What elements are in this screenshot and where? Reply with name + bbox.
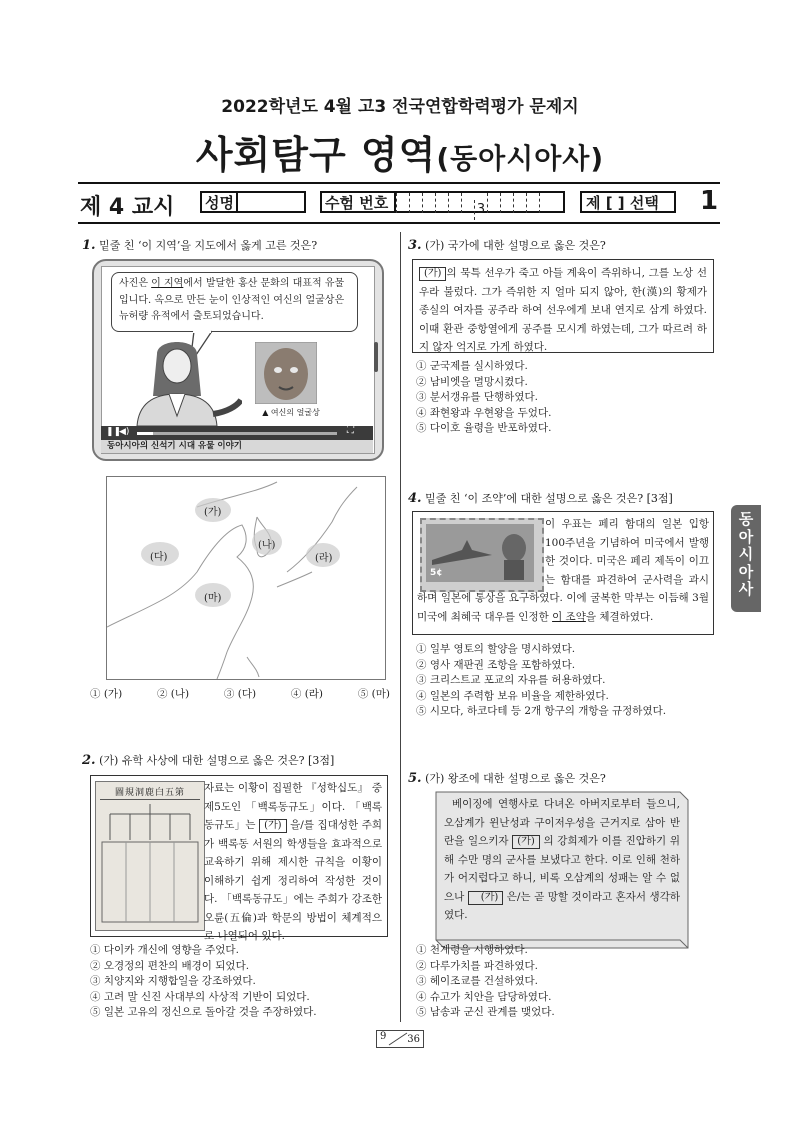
baekrokdonggyudo-image <box>95 781 205 931</box>
q2-passage-1: 자료는 이황이 집필한 『성학십도』 중 제5도인 「백록동규도」이다. 「백록동규도」는 <box>204 782 382 831</box>
name-field[interactable] <box>200 191 306 213</box>
digit-cell <box>448 193 461 213</box>
presenter-illustration <box>117 336 242 426</box>
q2-option-2[interactable]: ② 오경정의 편찬의 배경이 되었다. <box>90 959 250 972</box>
q3-tag-ga: (가) <box>419 267 446 281</box>
q4-underlined: 이 조약 <box>552 610 586 623</box>
page-number: 1 <box>700 186 719 216</box>
digit-cell <box>396 193 409 213</box>
q2-option-3[interactable]: ③ 치양지와 지행합일을 강조하였다. <box>90 975 256 987</box>
digit-cell <box>526 193 539 213</box>
map-label-ma: (마) <box>204 593 222 604</box>
q4-prompt: 밑줄 친 ‘이 조약’에 대한 설명으로 옳은 것은? [3점] <box>425 492 673 505</box>
side-tab-label <box>731 511 761 599</box>
q2-prompt: (가) 유학 사상에 대한 설명으로 옳은 것은? [3점] <box>99 754 335 767</box>
q5-tag-ga-2: (가) <box>468 891 503 905</box>
digit-cell <box>487 193 500 213</box>
q1-option-1[interactable]: ① (가) <box>90 688 123 700</box>
name-label: 성명 <box>205 194 234 212</box>
q5-option-3[interactable]: ③ 헤이조쿄를 건설하였다. <box>416 975 538 987</box>
side-tab-char: 아 <box>738 562 754 581</box>
baekrokdonggyudo-diagram <box>96 800 204 930</box>
play-pause-icon[interactable]: ❚❚ <box>106 427 122 437</box>
digit-cell: 3 <box>474 200 487 220</box>
q3-prompt: (가) 국가에 대한 설명으로 옳은 것은? <box>425 239 606 252</box>
q5-passage-1: 베이징에 연행사로 다녀온 아버지로부터 들으니, 오삼계가 윈난성과 구이저우성을 근거지로 삼아 반란을 일으키자 <box>444 798 680 847</box>
q3-passage: 의 묵특 선우가 죽고 아들 계육이 즉위하니, 그를 노상 선우라 불렀다. 그가 즉위한 지 얼마 되지 않아, 한(漢)의 황제가 종실의 여자를 공주라 하여 선우에게 보내 연지로 삼게 하였다. 이때 환관 중항열에게 공주를 모시게 하였는데, 그가 따르려 하지 않자 억지로 가게 하였다. <box>419 267 707 353</box>
q1-prompt: 밑줄 친 ‘이 지역’을 지도에서 옳게 고른 것은? <box>99 239 318 252</box>
exam-number-label: 수험 번호 <box>325 194 389 212</box>
bubble-text-1: 사진은 <box>119 278 152 289</box>
bubble-underlined: 이 지역 <box>151 278 184 289</box>
artifact-caption: ▲ 여신의 얼굴상 <box>262 408 320 417</box>
stamp-value: 5¢ <box>430 568 443 578</box>
q4-option-4[interactable]: ④ 일본의 주력함 보유 비율을 제한하였다. <box>416 689 609 702</box>
header-top-rule <box>78 182 720 184</box>
q5-option-5[interactable]: ⑤ 남송과 군신 관계를 맺었다. <box>416 1006 555 1018</box>
q3-option-3[interactable]: ③ 분서갱유를 단행하였다. <box>416 391 538 403</box>
goddess-face-artifact <box>255 342 317 404</box>
selection-field[interactable] <box>580 191 676 213</box>
video-progress-fill <box>137 432 153 435</box>
q2-option-5[interactable]: ⑤ 일본 고유의 정신으로 돌아갈 것을 주장하였다. <box>90 1006 317 1018</box>
map-label-na: (나) <box>258 540 276 551</box>
q4-number: 4. <box>408 491 422 506</box>
q4-options <box>416 642 716 720</box>
q4-option-1[interactable]: ① 일부 영토의 할양을 명시하였다. <box>416 643 576 655</box>
q5-option-2[interactable]: ② 다루가치를 파견하였다. <box>416 959 538 972</box>
digit-cell <box>422 193 435 213</box>
q3-options <box>416 359 716 437</box>
q4-passage-2: 을 체결하였다. <box>585 610 654 623</box>
map-label-ra: (라) <box>315 553 333 564</box>
q4-title <box>408 490 673 506</box>
q1-option-3[interactable]: ③ (다) <box>223 688 257 700</box>
header-bottom-rule <box>78 222 720 224</box>
side-tab-char: 동 <box>738 510 754 528</box>
q2-options <box>90 943 390 1021</box>
video-progress-track[interactable] <box>137 432 337 435</box>
q2-title <box>82 752 334 768</box>
digit-cell <box>409 193 422 213</box>
q5-passage-2: 의 강희제가 이를 진압하기 위해 수만 명의 군사를 보냈다고 한다. 이로 인해 천하가 어지럽다고 하니, 비록 오삼계의 성패는 알 수 없으나 <box>444 835 680 903</box>
map-outline <box>107 477 385 679</box>
q1-option-5[interactable]: ⑤ (마) <box>357 688 390 700</box>
q5-prompt: (가) 왕조에 대한 설명으로 옳은 것은? <box>425 772 606 785</box>
subject-subtitle: (동아시아사) <box>436 142 605 175</box>
q3-number: 3. <box>408 238 422 253</box>
east-asia-map <box>106 476 386 680</box>
q2-passage-2: 을/를 집대성한 주희가 백록동 서원의 학생들을 효과적으로 교육하기 위해 제시한 규칙을 이황이 이해하기 쉽게 정리하여 작성한 것이다. 「백록동규도」에는 주희가 강조한 오륜(五倫)과 학문의 방법이 체계적으로 나열되어 있다. <box>204 819 382 942</box>
baekrokdonggyudo-title: 圖規洞鹿白五第 <box>100 785 200 800</box>
q4-option-5[interactable]: ⑤ 시모다, 하코다테 등 2개 항구의 개항을 규정하였다. <box>416 705 667 717</box>
digit-cell <box>500 193 513 213</box>
q4-passage <box>417 515 709 626</box>
bubble-text-2: 에서 발달한 홍산 문화의 대표적 유물입니다. 옥으로 만든 눈이 인상적인 여신의 얼굴상은 뉴허량 유적에서 출토되었습니다. <box>119 278 345 322</box>
exam-number-field[interactable] <box>320 191 565 217</box>
exam-period: 제 4 교시 <box>80 195 175 220</box>
digit-cell <box>435 193 448 213</box>
tablet-side-button <box>374 342 378 372</box>
exam-number-digits <box>394 193 552 217</box>
q5-passage-3: 은/는 곧 망할 것이라고 혼자서 생각하였다. <box>444 890 680 921</box>
speech-bubble <box>111 272 358 332</box>
q4-passage-1: 이 우표는 페리 함대의 일본 입항 100주년을 기념하여 미국에서 발행한 것이다. 미국은 페리 제독이 이끄는 함대를 파견하여 군사력을 과시하며 일본에 통상을 요구하였다. 이에 굴복한 막부는 이듬해 3월 미국에 최혜국 대우를 인정한 <box>417 518 709 623</box>
stamp-float-space <box>417 515 545 585</box>
q1-options <box>90 687 390 703</box>
q3-option-2[interactable]: ② 남비엣을 멸망시켰다. <box>416 375 528 388</box>
footer-page: 9 <box>380 1031 387 1042</box>
q1-option-2[interactable]: ② (나) <box>156 688 190 700</box>
side-tab-char: 아 <box>738 527 754 546</box>
q2-option-1[interactable]: ① 다이카 개신에 영향을 주었다. <box>90 944 239 956</box>
q2-option-4[interactable]: ④ 고려 말 신진 사대부의 사상적 기반이 되었다. <box>90 990 310 1003</box>
q3-option-4[interactable]: ④ 좌현왕과 우현왕을 두었다. <box>416 406 552 419</box>
q5-option-1[interactable]: ① 천계령을 시행하였다. <box>416 944 528 956</box>
exam-title: 2022학년도 4월 고3 전국연합학력평가 문제지 <box>221 97 579 117</box>
q1-option-4[interactable]: ④ (라) <box>290 688 324 700</box>
selection-label: 제 [ ] 선택 <box>586 194 659 212</box>
q5-options <box>416 943 716 1021</box>
digit-cell <box>513 193 526 213</box>
footer-page-box <box>376 1030 424 1048</box>
fullscreen-icon[interactable]: ⛶ <box>347 425 354 436</box>
q2-number: 2. <box>82 753 96 768</box>
map-label-da: (다) <box>150 552 168 563</box>
q5-option-4[interactable]: ④ 슈고가 치안을 담당하였다. <box>416 990 552 1003</box>
name-divider <box>236 193 238 213</box>
digit-cell <box>461 193 474 213</box>
q5-tag-ga-1: (가) <box>512 835 539 849</box>
q5-number: 5. <box>408 771 422 786</box>
digit-cell <box>539 193 552 213</box>
q5-title <box>408 770 606 786</box>
map-label-ga: (가) <box>204 507 222 518</box>
q4-option-3[interactable]: ③ 크리스트교 포교의 자유를 허용하였다. <box>416 674 606 686</box>
footer-total: 36 <box>407 1034 420 1045</box>
main-title <box>0 124 800 179</box>
volume-icon[interactable]: ◀) <box>119 427 130 437</box>
q2-passage <box>204 779 382 946</box>
q1-number: 1. <box>82 238 96 253</box>
side-tab-char: 시 <box>738 545 754 563</box>
side-tab-char: 사 <box>738 580 754 598</box>
q4-option-2[interactable]: ② 영사 재판권 조항을 포함하였다. <box>416 658 576 671</box>
column-divider <box>400 232 401 1022</box>
q2-tag-ga: (가) <box>259 819 286 833</box>
q3-source-box <box>412 259 714 353</box>
q3-option-1[interactable]: ① 군국제를 실시하였다. <box>416 360 528 372</box>
subject-title: 사회탐구 영역 <box>195 133 437 177</box>
q3-option-5[interactable]: ⑤ 다이호 율령을 반포하였다. <box>416 422 552 434</box>
subject-side-tab <box>731 505 761 612</box>
q3-title <box>408 237 606 253</box>
q1-title <box>82 237 317 253</box>
video-caption: 동아시아의 신석기 시대 유물 이야기 <box>101 440 373 453</box>
q5-passage <box>444 795 680 925</box>
